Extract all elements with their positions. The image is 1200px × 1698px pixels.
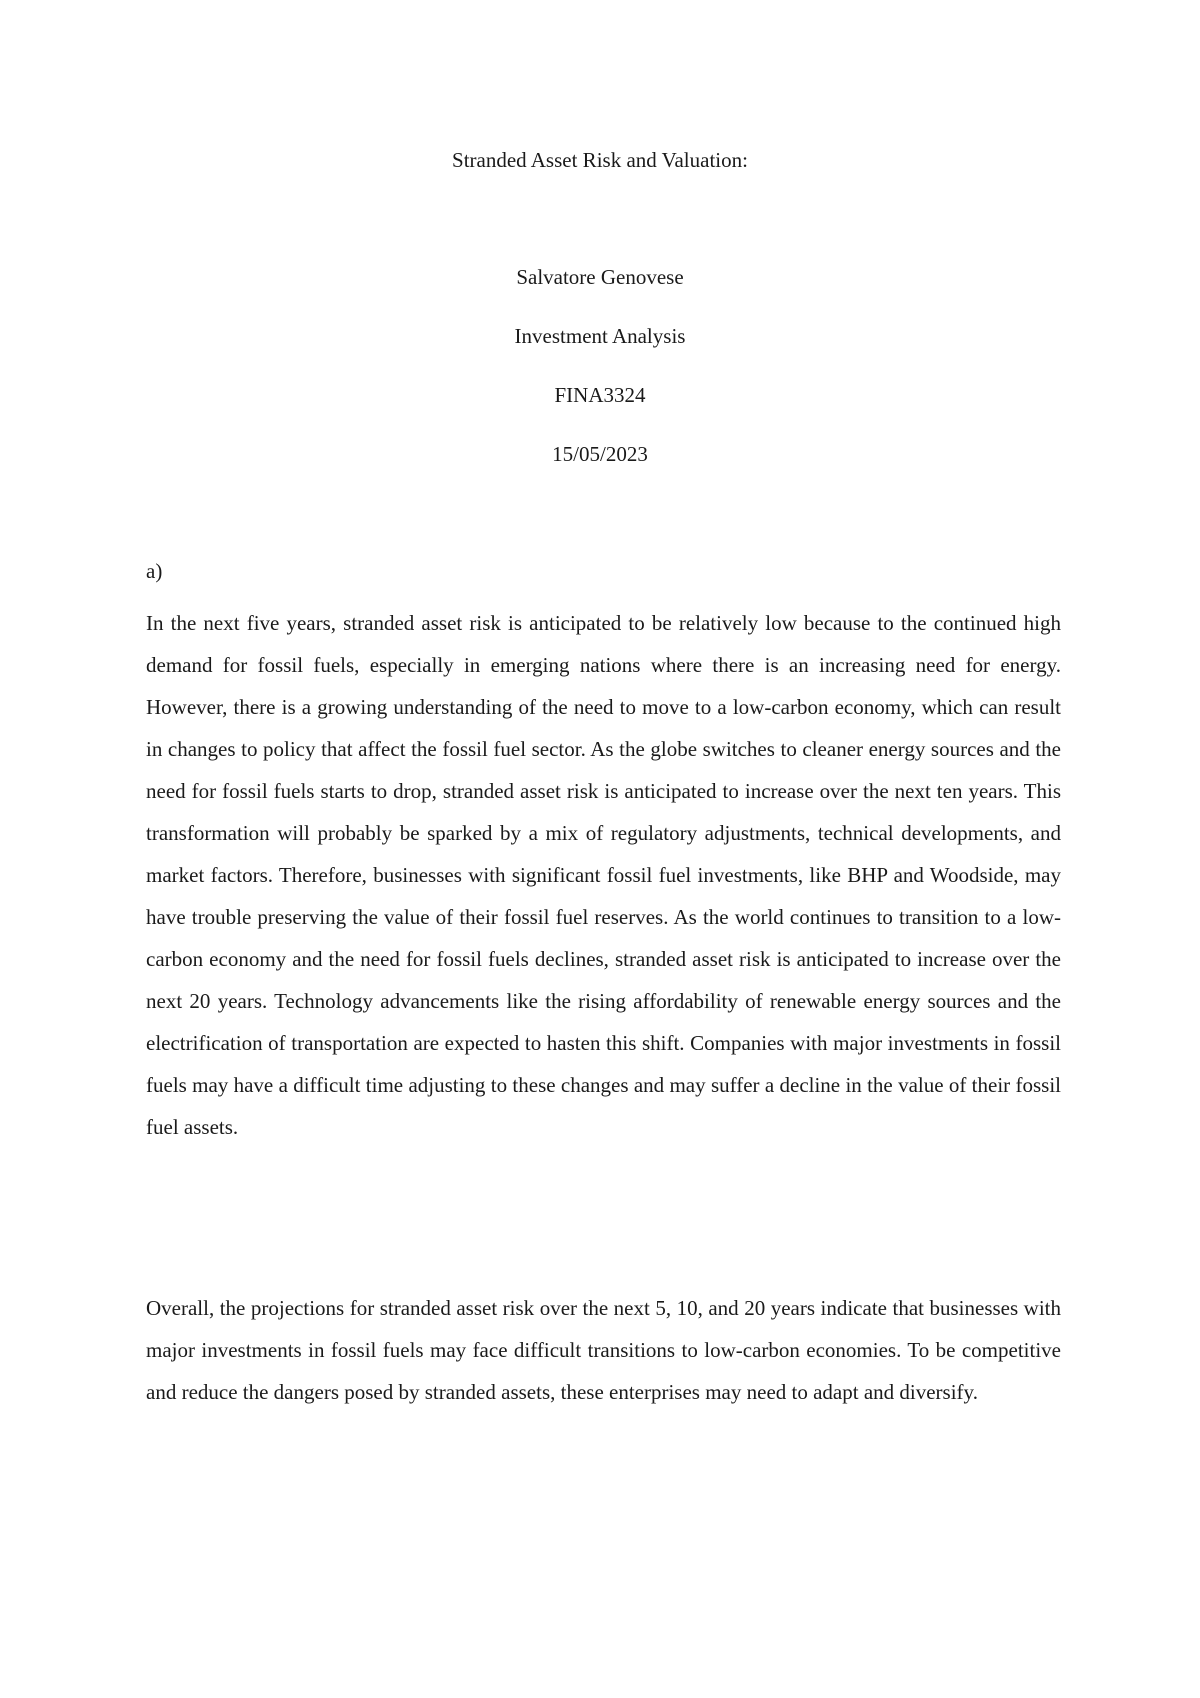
body-paragraph-1: In the next five years, stranded asset risk is anticipated to be relatively low because to the continued high demand for fossil fuels, especially in emerging nations where there is an increasing need for energy. However, there is a growing understanding of the need to move to a low-carbon economy, which can result in changes to policy that affect the fossil fuel sector. As the globe switches to cleaner energy sources and the need for fossil fuels starts to drop, stranded asset risk is anticipated to increase over the next ten years. This transformation will probably be sparked by a mix of regulatory adjustments, technical developments, and market factors. Therefore, businesses with significant fossil fuel investments, like BHP and Woodside, may have trouble preserving the value of their fossil fuel reserves. As the world continues to transition to a low-carbon economy and the need for fossil fuels declines, stranded asset risk is anticipated to increase over the next 20 years. Technology advancements like the rising affordability of renewable energy sources and the electrification of transportation are expected to hasten this shift. Companies with major investments in fossil fuels may have a difficult time adjusting to these changes and may suffer a decline in the value of their fossil fuel assets. bbox=[146, 611, 1061, 1139]
section-label: a) bbox=[146, 559, 163, 583]
course-name: Investment Analysis bbox=[514, 324, 686, 348]
submission-date: 15/05/2023 bbox=[552, 442, 648, 466]
body-paragraph-2: Overall, the projections for stranded asset risk over the next 5, 10, and 20 years indicate that businesses with major investments in fossil fuels may face difficult transitions to low-carbon economies. To be competitive and reduce the dangers posed by stranded assets, these enterprises may need to adapt and diversify. bbox=[146, 1296, 1061, 1404]
document-title: Stranded Asset Risk and Valuation: bbox=[452, 148, 748, 172]
course-code: FINA3324 bbox=[554, 383, 646, 407]
author-name: Salvatore Genovese bbox=[516, 265, 684, 289]
